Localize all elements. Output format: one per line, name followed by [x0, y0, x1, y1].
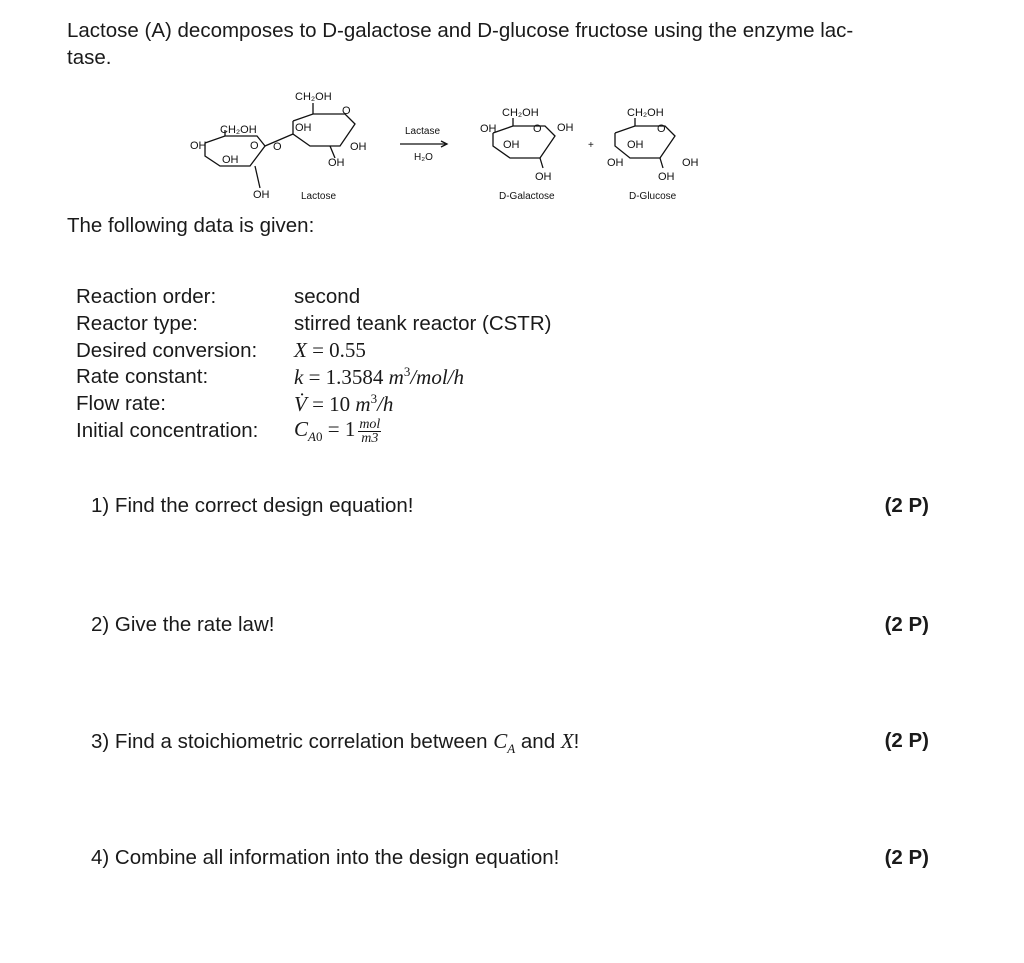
intro-line-2: tase. [67, 46, 112, 69]
conversion-formula: X = 0.55 [294, 338, 366, 363]
problem-intro [67, 17, 937, 71]
row-rate-constant [76, 364, 551, 391]
question-4-points: (2 P) [884, 846, 929, 869]
intro-line-1: Lactose (A) decomposes to D-galactose and D-glucose fructose using the enzyme lac- [67, 19, 854, 42]
lactose-oh-bottom: OH [253, 189, 270, 201]
lactase-label: Lactase [405, 126, 441, 137]
reactor-type-value: stirred teank reactor (CSTR) [294, 312, 552, 336]
galactose-name: D-Galactose [499, 191, 555, 202]
lactose-ring-o-2: O [342, 105, 351, 117]
glucose-oh-left: OH [607, 157, 624, 169]
question-3-text-after: ! [573, 730, 580, 753]
galactose-ring-o: O [533, 123, 542, 135]
concentration-symbol: $C_A$ [493, 729, 516, 757]
question-1 [91, 494, 941, 518]
question-4 [91, 846, 941, 870]
glucose-name: D-Glucose [629, 191, 677, 202]
galactose-ch2oh: CH₂OH [502, 107, 539, 119]
glucose-ring-o: O [657, 123, 666, 135]
row-reactor-type [76, 311, 551, 338]
galactose-oh-bottom: OH [535, 171, 552, 183]
flow-rate-value: 10 [329, 392, 351, 416]
given-data-table [76, 284, 551, 446]
flow-rate-formula: V̇ = 10 $m^3/h$ [294, 391, 394, 416]
reaction-scheme [190, 88, 715, 208]
glucose-ch2oh: CH₂OH [627, 107, 664, 119]
question-2-text: 2) Give the rate law! [91, 613, 275, 636]
reaction-order-label: Reaction order: [76, 285, 217, 309]
conversion-label: Desired conversion: [76, 338, 258, 362]
glucose-oh-inner: OH [627, 139, 644, 151]
question-3-text-mid: and [520, 730, 556, 753]
given-heading: The following data is given: [67, 214, 315, 237]
glucose-oh-bottom: OH [658, 171, 675, 183]
conversion-symbol: X [560, 729, 574, 753]
rate-constant-label: Rate constant: [76, 365, 209, 389]
galactose-oh-inner: OH [503, 139, 520, 151]
water-label: H₂O [414, 152, 433, 163]
question-2 [91, 613, 941, 637]
row-conversion [76, 337, 551, 364]
plus-sign: + [588, 140, 594, 151]
unit-fraction: $\frac{\text{mol}}{m3}$ [359, 416, 381, 446]
lactose-ch2oh-1: CH₂OH [220, 124, 257, 136]
galactose-oh-left: OH [480, 123, 497, 135]
question-3-points: (2 P) [884, 729, 929, 752]
row-flow-rate [76, 391, 551, 418]
question-1-text: 1) Find the correct design equation! [91, 494, 414, 517]
row-initial-concentration [76, 417, 551, 445]
lactose-ring-o-1: O [250, 140, 259, 152]
reactor-type-label: Reactor type: [76, 312, 198, 336]
row-reaction-order [76, 284, 551, 311]
lactose-oh-4: OH [295, 122, 312, 134]
galactose-oh-right: OH [557, 122, 574, 134]
glucose-oh-right: OH [682, 157, 699, 169]
lactose-name: Lactose [301, 191, 337, 202]
rate-constant-value: 1.3584 [325, 365, 384, 390]
initial-concentration-label: Initial concentration: [76, 419, 259, 443]
lactose-oh-left: OH [190, 140, 207, 152]
question-3-text-before: 3) Find a stoichiometric correlation between [91, 730, 488, 753]
question-1-points: (2 P) [884, 494, 929, 517]
lactose-bridge-o: O [273, 141, 282, 153]
reaction-order-value: second [294, 285, 361, 309]
question-3 [91, 729, 941, 757]
initial-concentration-formula: $C_{A0} = 1$ $\frac{\text{mol}}{m3}$ [294, 416, 381, 446]
lactose-ch2oh-2: CH₂OH [295, 91, 332, 103]
rate-constant-formula: k = 1.3584 $m^3/mol/h$ [294, 364, 465, 390]
flow-rate-label: Flow rate: [76, 392, 166, 416]
lactose-oh-right: OH [350, 141, 367, 153]
conversion-value: 0.55 [329, 338, 366, 363]
question-4-text: 4) Combine all information into the design equation! [91, 846, 560, 869]
question-2-points: (2 P) [884, 613, 929, 636]
lactose-oh-5: OH [328, 157, 345, 169]
lactose-oh-inner: OH [222, 154, 239, 166]
initial-concentration-value: 1 [344, 417, 356, 442]
